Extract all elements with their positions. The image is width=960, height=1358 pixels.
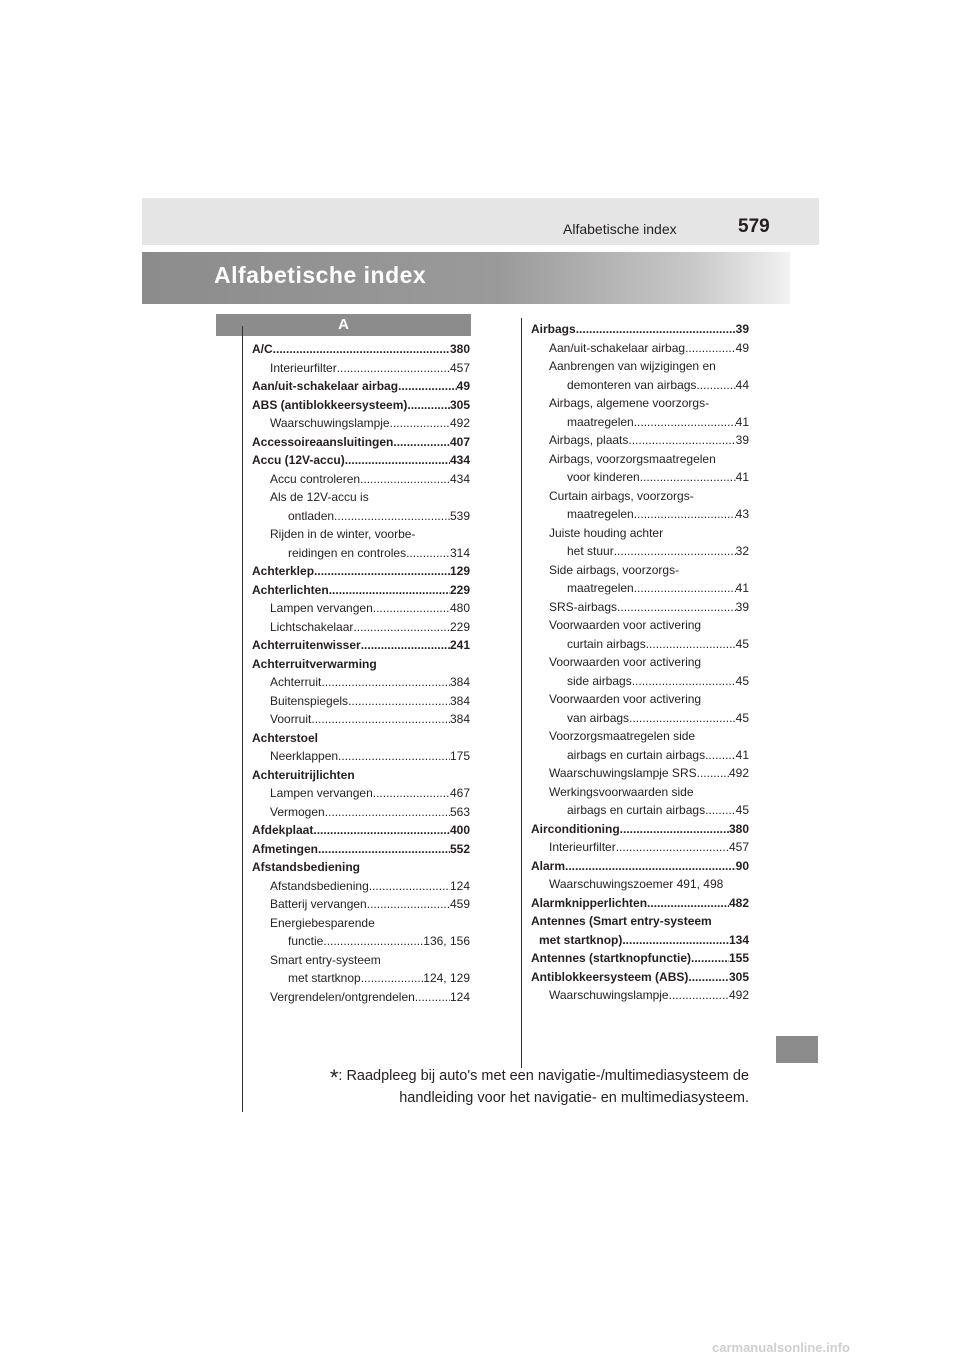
index-entry-term: SRS-airbags [549, 599, 618, 614]
dot-leader [647, 894, 729, 913]
index-entry [252, 599, 470, 618]
index-entry [252, 821, 470, 840]
dot-leader [329, 581, 450, 600]
index-entry-term: ontladen [288, 508, 335, 523]
dot-leader [415, 988, 450, 1007]
index-entry-page: 45 [735, 673, 749, 688]
dot-leader [634, 505, 736, 524]
index-entry-page: 229 [449, 619, 470, 634]
index-entry [252, 470, 470, 489]
index-entry-term: Lichtschakelaar [270, 619, 354, 634]
dot-leader [669, 986, 729, 1005]
index-entry-page: 49 [456, 379, 470, 393]
index-entry-page: 384 [449, 693, 470, 708]
index-entry-term: Airbags, voorzorgsmaatregelen [549, 451, 716, 466]
index-entry-term: Batterij vervangen [270, 897, 367, 911]
dot-leader [338, 747, 450, 766]
dot-leader [345, 451, 450, 470]
index-entry-term: Waarschuwingslampje [549, 988, 669, 1002]
dot-leader [617, 598, 736, 617]
index-entry-page: 492 [728, 988, 749, 1002]
index-entry-term: Antiblokkeersysteem (ABS) [531, 969, 689, 984]
index-entry-term: Antennes (startknopfunctie) [531, 951, 692, 965]
index-column-right [531, 320, 749, 1005]
dot-leader [407, 396, 450, 415]
index-entry-term: Voorwaarden voor activering [549, 692, 702, 706]
index-entry [531, 801, 749, 820]
index-entry [531, 542, 749, 561]
index-entry-term: maatregelen [567, 507, 634, 521]
index-entry [252, 747, 470, 766]
index-entry-term: Buitenspiegels [270, 693, 349, 708]
index-entry-page: 39 [735, 599, 749, 614]
index-entry-term: Waarschuwingslampje [270, 416, 390, 430]
index-entry-page: 492 [728, 766, 749, 780]
index-entry-page: 552 [449, 841, 470, 856]
footnote [305, 1066, 749, 1108]
dot-leader [622, 931, 729, 950]
index-entry [531, 431, 749, 450]
dot-leader [313, 821, 450, 840]
index-entry [531, 912, 749, 931]
index-entry-page: 434 [449, 453, 470, 467]
index-entry-term: Waarschuwingslampje SRS [549, 766, 697, 780]
index-entry-term: Alarm [531, 858, 566, 873]
index-entry-term: Accessoireaansluitingen [252, 434, 394, 449]
index-entry [531, 579, 749, 598]
index-entry-term: Accu (12V-accu) [252, 453, 345, 467]
index-entry [531, 857, 749, 876]
dot-leader [696, 376, 735, 395]
index-entry-page: 129 [449, 564, 470, 578]
dot-leader [318, 840, 450, 859]
index-entry-term: Voorwaarden voor activering [549, 655, 702, 669]
dot-leader [273, 340, 450, 359]
index-entry [531, 931, 749, 950]
index-entry-term: Afdekplaat [252, 823, 314, 837]
index-entry [531, 672, 749, 691]
index-entry-page: 400 [449, 823, 470, 837]
index-entry [252, 618, 470, 637]
index-entry [531, 653, 749, 672]
index-entry [252, 433, 470, 452]
index-entry-term: Waarschuwingszoemer 491, 498 [549, 877, 724, 891]
index-entry-page: 539 [449, 508, 470, 523]
dot-leader [373, 784, 450, 803]
dot-leader [311, 710, 450, 729]
index-entry-term: Antennes (Smart entry-systeem [531, 914, 712, 928]
index-entry-page: 39 [735, 322, 749, 336]
dot-leader [398, 377, 457, 396]
index-entry-term: Voorzorgsmaatregelen side [549, 729, 696, 743]
index-entry-term: Side airbags, voorzorgs- [549, 562, 680, 577]
index-entry-page: 32 [735, 544, 749, 558]
index-entry [252, 451, 470, 470]
dot-leader [628, 431, 735, 450]
index-entry-term: Afmetingen [252, 841, 318, 856]
index-entry-page: 136, 156 [423, 934, 470, 948]
index-entry-page: 434 [449, 471, 470, 486]
index-entry [252, 895, 470, 914]
index-entry [252, 414, 470, 433]
index-entry [531, 468, 749, 487]
index-entry-term: Achterruitverwarming [252, 656, 377, 671]
index-entry-page: 39 [735, 433, 749, 447]
index-entry-page: 384 [449, 675, 470, 689]
index-entry-page: 41 [735, 470, 749, 484]
index-entry-term: Achterlichten [252, 582, 329, 597]
dot-leader [369, 877, 450, 896]
index-entry [531, 376, 749, 395]
dot-leader [697, 764, 729, 783]
index-entry [531, 450, 749, 469]
index-entry-term: airbags en curtain airbags [567, 803, 706, 817]
dot-leader [691, 949, 729, 968]
index-entry [531, 968, 749, 987]
index-entry [252, 858, 470, 877]
index-entry [531, 598, 749, 617]
index-entry [252, 673, 470, 692]
index-entry-term: Als de 12V-accu is [270, 490, 369, 504]
dot-leader [361, 636, 450, 655]
index-entry-term: Werkingsvoorwaarden side [549, 784, 694, 799]
dot-leader [565, 857, 736, 876]
page-title: Alfabetische index [214, 262, 427, 288]
header-band [142, 198, 819, 245]
index-entry [252, 803, 470, 822]
dot-leader [640, 468, 736, 487]
index-entry-page: 305 [728, 969, 749, 984]
index-entry-page: 45 [735, 803, 749, 817]
dot-leader [360, 470, 450, 489]
index-entry [252, 340, 470, 359]
index-entry-term: airbags en curtain airbags [567, 747, 706, 762]
index-entry [531, 339, 749, 358]
index-entry [252, 969, 470, 988]
index-entry-term: Juiste houding achter [549, 525, 664, 540]
index-entry-term: Interieurfilter [270, 360, 337, 375]
index-entry-term: van airbags [567, 710, 630, 725]
index-entry [252, 488, 470, 507]
index-entry-page: 155 [728, 951, 749, 965]
left-margin-rule [242, 326, 243, 1112]
index-entry-term: Achteruitrijlichten [252, 767, 355, 782]
dot-leader [614, 542, 736, 561]
index-entry-term: Airbags, plaats [549, 433, 629, 447]
index-entry-page: 124 [449, 989, 470, 1004]
index-entry [252, 692, 470, 711]
index-entry-term: maatregelen [567, 414, 634, 429]
index-entry-term: Neerklappen [270, 749, 339, 763]
index-entry [531, 357, 749, 376]
index-entry [531, 487, 749, 506]
dot-leader [688, 968, 729, 987]
index-entry-page: 241 [449, 638, 470, 652]
index-entry-page: 49 [735, 340, 749, 355]
dot-leader [373, 599, 450, 618]
index-entry-term: met startknop [288, 971, 361, 985]
index-entry [252, 507, 470, 526]
index-entry-page: 45 [735, 710, 749, 725]
index-entry [531, 727, 749, 746]
dot-leader [325, 803, 450, 822]
index-entry-term: Alarmknipperlichten [531, 895, 648, 910]
index-entry [252, 655, 470, 674]
index-entry-term: Voorruit [270, 712, 312, 726]
index-entry-page: 563 [449, 804, 470, 819]
index-entry-page: 384 [449, 712, 470, 726]
dot-leader [576, 320, 736, 339]
dot-leader [314, 562, 450, 581]
dot-leader [361, 969, 424, 988]
index-entry [252, 729, 470, 748]
dot-leader [634, 413, 736, 432]
index-entry-term: functie [288, 934, 324, 948]
index-entry-term: Afstandsbediening [270, 878, 369, 893]
index-entry-term: demonteren van airbags [567, 377, 697, 392]
index-entry-term: Achterstoel [252, 730, 319, 745]
footnote-star: * [329, 1065, 339, 1090]
index-entry-term: Accu controleren [270, 471, 361, 486]
index-entry [252, 988, 470, 1007]
index-entry [252, 914, 470, 933]
index-entry-term: Lampen vervangen [270, 786, 373, 800]
index-entry-page: 380 [449, 342, 470, 356]
index-entry-page: 44 [735, 377, 749, 392]
dot-leader [629, 709, 736, 728]
index-entry [252, 784, 470, 803]
index-entry-page: 457 [728, 840, 749, 854]
index-entry-page: 407 [449, 434, 470, 449]
index-entry-page: 380 [728, 821, 749, 836]
index-entry-term: met startknop) [539, 932, 623, 947]
index-entry-page: 459 [449, 897, 470, 911]
index-entry-term: Aan/uit-schakelaar airbag [549, 340, 686, 355]
dot-leader [685, 339, 736, 358]
index-entry-term: Vermogen [270, 804, 325, 819]
index-entry [531, 838, 749, 857]
dot-leader [616, 838, 729, 857]
index-entry [252, 766, 470, 785]
index-entry-page: 314 [449, 545, 470, 560]
index-entry-page: 480 [449, 601, 470, 615]
index-entry [252, 544, 470, 563]
index-entry-page: 90 [735, 858, 749, 873]
index-entry [531, 986, 749, 1005]
index-entry-term: Airbags [531, 322, 576, 336]
index-entry [531, 616, 749, 635]
index-entry-page: 124 [449, 878, 470, 893]
dot-leader [620, 820, 729, 839]
index-entry-page: 175 [449, 749, 470, 763]
index-entry-term: Achterruit [270, 675, 322, 689]
index-entry [531, 690, 749, 709]
page-number: 579 [738, 216, 770, 237]
index-entry [531, 894, 749, 913]
dot-leader [646, 635, 736, 654]
index-entry-term: Airbags, algemene voorzorgs- [549, 396, 710, 410]
index-entry [531, 764, 749, 783]
index-entry-term: Aanbrengen van wijzigingen en [549, 359, 716, 373]
section-tab-marker [776, 1036, 818, 1063]
dot-leader [393, 433, 450, 452]
index-entry-page: 41 [735, 414, 749, 429]
index-entry-page: 124, 129 [423, 971, 470, 985]
index-entry [531, 949, 749, 968]
column-divider [521, 318, 522, 1068]
index-entry [252, 359, 470, 378]
index-entry-page: 467 [449, 786, 470, 800]
index-entry [531, 820, 749, 839]
index-entry [252, 932, 470, 951]
index-entry [531, 875, 749, 894]
index-entry-term: Aan/uit-schakelaar airbag [252, 379, 399, 393]
index-entry-term: Energiebesparende [270, 915, 375, 930]
index-entry-page: 41 [735, 747, 749, 762]
index-entry [531, 635, 749, 654]
index-entry [531, 413, 749, 432]
dot-leader [367, 895, 450, 914]
index-entry [252, 581, 470, 600]
index-entry [531, 783, 749, 802]
index-entry-term: Curtain airbags, voorzorgs- [549, 488, 694, 503]
dot-leader [634, 579, 736, 598]
index-entry [531, 561, 749, 580]
index-entry [531, 746, 749, 765]
index-entry [531, 524, 749, 543]
index-column-left [252, 340, 470, 1006]
footnote-line-1: : Raadpleeg bij auto's met een navigatie-/multimediasysteem de [338, 1068, 749, 1084]
index-entry-page: 305 [449, 397, 470, 412]
index-entry-page: 229 [449, 582, 470, 597]
index-entry-page: 41 [735, 581, 749, 595]
index-entry-term: maatregelen [567, 581, 634, 595]
dot-leader [390, 414, 450, 433]
index-entry-page: 43 [735, 507, 749, 521]
index-entry-page: 482 [728, 895, 749, 910]
index-entry-page: 492 [449, 416, 470, 430]
index-entry-term: Voorwaarden voor activering [549, 618, 702, 632]
dot-leader [323, 932, 423, 951]
index-entry [252, 562, 470, 581]
index-letter-heading: A [216, 314, 471, 336]
index-entry-term: het stuur [567, 544, 614, 558]
index-entry-term: Afstandsbediening [252, 860, 361, 874]
index-entry-term: ABS (antiblokkeersysteem) [252, 397, 408, 412]
index-entry [531, 505, 749, 524]
index-entry [252, 396, 470, 415]
dot-leader [321, 673, 450, 692]
index-entry-term: Achterklep [252, 564, 315, 578]
dot-leader [632, 672, 736, 691]
footnote-line-2: handleiding voor het navigatie- en multimediasysteem. [399, 1090, 749, 1106]
index-entry-term: Airconditioning [531, 821, 620, 836]
dot-leader [337, 359, 450, 378]
index-entry [531, 320, 749, 339]
dot-leader [353, 618, 450, 637]
index-entry-term: Rijden in de winter, voorbe- [270, 527, 416, 541]
index-entry-term: Smart entry-systeem [270, 952, 381, 967]
header-section-title: Alfabetische index [563, 221, 677, 237]
index-entry [252, 951, 470, 970]
index-entry-page: 134 [728, 932, 749, 947]
index-entry [252, 636, 470, 655]
index-entry-page: 457 [449, 360, 470, 375]
dot-leader [705, 801, 736, 820]
index-entry [252, 840, 470, 859]
index-entry [531, 709, 749, 728]
index-entry-term: side airbags [567, 673, 632, 688]
index-entry-page: 45 [735, 636, 749, 651]
index-entry-term: voor kinderen [567, 470, 640, 484]
index-entry-term: A/C [252, 342, 273, 356]
index-entry [252, 525, 470, 544]
index-entry-term: Lampen vervangen [270, 601, 373, 615]
index-entry [252, 710, 470, 729]
index-entry [252, 877, 470, 896]
index-entry-term: Vergrendelen/ontgrendelen [270, 989, 415, 1004]
index-entry [252, 377, 470, 396]
index-entry-term: Interieurfilter [549, 840, 616, 854]
index-entry-term: Achterruitenwisser [252, 638, 361, 652]
index-entry [531, 394, 749, 413]
dot-leader [348, 692, 450, 711]
index-entry-term: reidingen en controles [288, 545, 407, 560]
dot-leader [705, 746, 736, 765]
dot-leader [334, 507, 450, 526]
dot-leader [406, 544, 450, 563]
index-entry-term: curtain airbags [567, 636, 646, 651]
watermark: carmanualsonline.info [712, 1340, 850, 1355]
